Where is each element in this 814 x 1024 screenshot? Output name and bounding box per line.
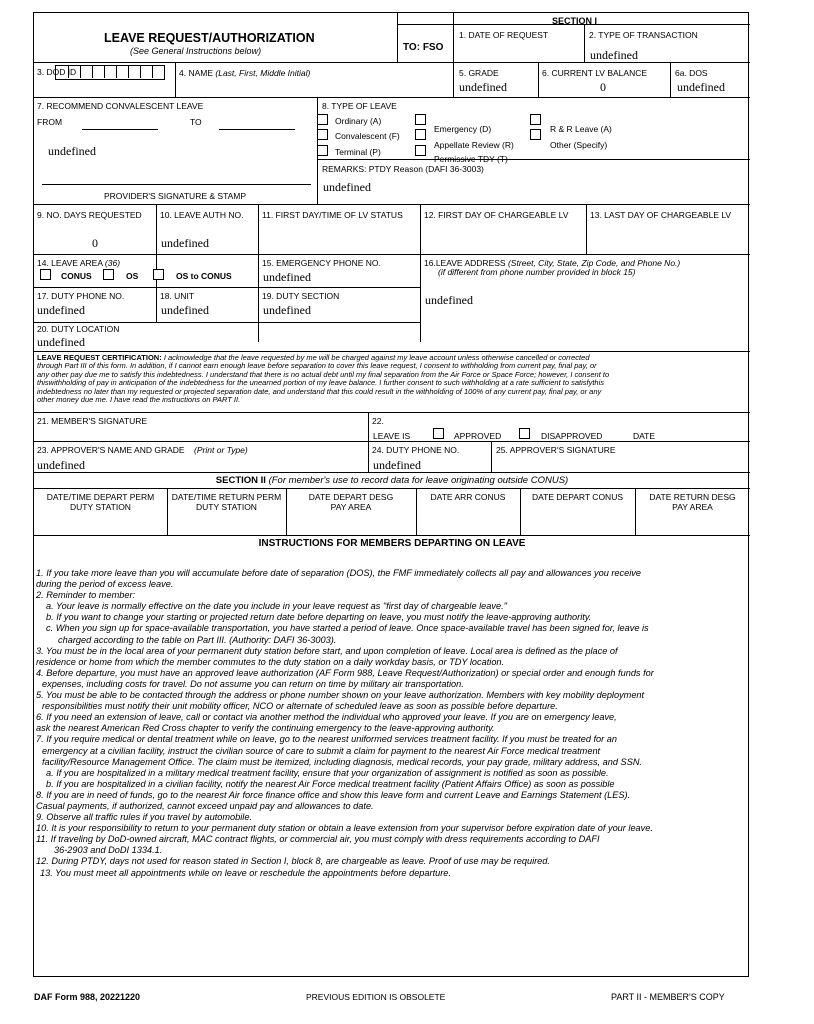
instruction-line: 8. If you are in need of funds, go to the nearest Air force finance office and show this leave form and current Leave and Earnings Statement (LES). (36, 789, 631, 800)
duty-phone-value[interactable]: undefined (37, 303, 85, 317)
instruction-line: b. If you are hospitalized in a civilian facility, notify the nearest Air Force medical treatment facility (Patient Affairs Office) as soon as possible (46, 778, 615, 789)
instruction-line: a. Your leave is normally effective on the date you include in your leave request as "first day of chargeable leave." (46, 601, 507, 612)
convalescent-leave-value[interactable]: undefined (48, 144, 96, 158)
approver-signature-label: 25. APPROVER'S SIGNATURE (496, 445, 616, 455)
days-requested-label: 9. NO. DAYS REQUESTED (37, 210, 142, 220)
instruction-line: b. If you want to change your starting or projected return date before departing on leave, you must notify the leave-approving authority. (46, 612, 592, 623)
type-of-transaction-label: 2. TYPE OF TRANSACTION (589, 30, 698, 40)
convalescent-option: Convalescent (F) (335, 131, 400, 141)
instruction-line: responsibilities must notify their unit mobility officer, NCO or alternate of scheduled leave as soon as possible before departure. (42, 701, 558, 712)
duty-section-value[interactable]: undefined (263, 303, 311, 317)
approved-checkbox[interactable] (433, 428, 444, 439)
leave-is-label: LEAVE IS (373, 431, 411, 441)
section-2-col-2: DATE/TIME RETURN PERM DUTY STATION (171, 492, 282, 512)
r-and-r-option: R & R Leave (A) (550, 124, 612, 134)
approved-option: APPROVED (454, 431, 502, 441)
remarks-value[interactable]: undefined (323, 180, 371, 194)
other-option: Other (Specify) (550, 140, 608, 150)
duty-section-label: 19. DUTY SECTION (262, 291, 340, 301)
os-checkbox[interactable] (103, 269, 114, 280)
obsolete-notice: PREVIOUS EDITION IS OBSOLETE (306, 992, 446, 1002)
section-2-col-6: DATE RETURN DESG PAY AREA (649, 492, 736, 512)
os-option: OS (126, 271, 139, 281)
duty-location-label: 20. DUTY LOCATION (37, 324, 120, 334)
section-2-col-4: DATE ARR CONUS (430, 492, 506, 502)
name-label: 4. NAME (Last, First, Middle Initial) (179, 68, 311, 78)
date-of-request-label: 1. DATE OF REQUEST (459, 30, 549, 40)
instruction-line: 36-2903 and DoDI 1334.1. (54, 845, 163, 856)
convalescent-leave-label: 7. RECOMMEND CONVALESCENT LEAVE (37, 101, 204, 111)
approver-duty-phone-label: 24. DUTY PHONE NO. (372, 445, 460, 455)
approval-label: 22. (372, 416, 384, 426)
instruction-line: 12. During PTDY, days not used for reason stated in Section I, block 8, are chargeable as leave. Proof of use may be required. (36, 856, 550, 867)
instruction-line: emergency at a civilian facility, instruct the civilian source of care to submit a claim for payment to the nearest Air Force medical treatment (42, 745, 601, 756)
instruction-line: charged according to the table on Part III. (Authority: DAFI 36-3003). (58, 634, 337, 645)
instruction-line: 3. You must be in the local area of your permanent duty station before start, and upon completion of leave. Local area is defined as the place of (36, 645, 618, 656)
to-label: TO (190, 117, 202, 127)
leave-auth-no-value[interactable]: undefined (161, 236, 209, 250)
dos-value[interactable]: undefined (677, 80, 725, 94)
instruction-line: expenses, including costs for travel. Do not assume you can return on time by military air transportation. (42, 678, 464, 689)
provider-signature-label: PROVIDER'S SIGNATURE & STAMP (104, 191, 247, 201)
instruction-line: 10. It is your responsibility to return to your permanent duty station or obtain a leave extension from your supervisor before expiration date of your leave. (36, 823, 653, 834)
instruction-line: during the period of excess leave. (36, 579, 174, 590)
os-to-conus-option: OS to CONUS (176, 271, 232, 281)
duty-location-value[interactable]: undefined (37, 335, 85, 349)
grade-value[interactable]: undefined (459, 80, 507, 94)
terminal-option: Terminal (P) (335, 147, 381, 157)
instructions-list (34, 568, 750, 879)
instruction-line: ask the nearest American Red Cross chapter to verify the continuing emergency to the leave-approving authority. (36, 723, 495, 734)
disapproved-checkbox[interactable] (519, 428, 530, 439)
form-title: LEAVE REQUEST/AUTHORIZATION (104, 31, 315, 45)
form-subtitle: (See General Instructions below) (130, 46, 262, 56)
current-lv-balance-label: 6. CURRENT LV BALANCE (542, 68, 648, 78)
instruction-line: facility/Resource Management Office. The claim must be itemized, including diagnosis, medical records, your pay grade, military address, and SSN. (42, 756, 643, 767)
instruction-line: 6. If you need an extension of leave, call or contact via another method the individual who approved your leave. If you are on emergency leave, (36, 712, 617, 723)
leave-area-label: 14. LEAVE AREA (36) (37, 258, 121, 268)
instructions-title: INSTRUCTIONS FOR MEMBERS DEPARTING ON LEAVE (258, 538, 526, 549)
member-signature-label: 21. MEMBER'S SIGNATURE (37, 416, 148, 426)
instruction-line: 9. Observe all traffic rules if you travel by automobile. (36, 812, 253, 823)
instruction-line: 4. Before departure, you must have an approved leave authorization (AF Form 988, Leave Request/Authorization) or special order and enough funds for (36, 667, 654, 678)
grade-label: 5. GRADE (459, 68, 499, 78)
instruction-line: 5. You must be able to be contacted through the address or phone number shown on your leave authorization. Members with key mobility deployment (36, 690, 645, 701)
convalescent-checkbox[interactable] (317, 129, 328, 140)
section-2-col-3: DATE DEPART DESG PAY AREA (308, 492, 394, 512)
unit-label: 18. UNIT (160, 291, 195, 301)
os-to-conus-checkbox[interactable] (153, 269, 164, 280)
appellate-review-checkbox[interactable] (415, 129, 426, 140)
duty-phone-label: 17. DUTY PHONE NO. (37, 291, 125, 301)
leave-address-label: 16.LEAVE ADDRESS (Street, City, State, Zip Code, and Phone No.) (424, 258, 681, 268)
emergency-option: Emergency (D) (434, 124, 492, 134)
to-fso-label: TO: FSO (403, 42, 444, 53)
current-lv-balance-value[interactable]: 0 (600, 80, 606, 94)
r-and-r-checkbox[interactable] (530, 114, 541, 125)
unit-value[interactable]: undefined (161, 303, 209, 317)
ordinary-option: Ordinary (A) (335, 116, 382, 126)
from-label: FROM (37, 117, 63, 127)
approver-name-label: 23. APPROVER'S NAME AND GRADE (Print or Type) (37, 445, 248, 455)
section-2-col-1: DATE/TIME DEPART PERM DUTY STATION (46, 492, 155, 512)
ordinary-checkbox[interactable] (317, 114, 328, 125)
days-requested-value[interactable]: 0 (92, 236, 98, 250)
remarks-label: REMARKS: PTDY Reason (DAFI 36-3003) (322, 164, 484, 174)
instruction-line: c. When you sign up for space-available transportation, you have started a period of leave. Once space-available travel has been signed for, leave is (46, 623, 649, 634)
instruction-line: Casual payments, if authorized, cannot exceed unpaid pay and allowances to date. (36, 800, 374, 811)
emergency-checkbox[interactable] (415, 114, 426, 125)
section-1-title: SECTION I (552, 16, 598, 26)
leave-request-form (33, 12, 749, 977)
dod-id-boxes[interactable] (55, 65, 165, 80)
conus-checkbox[interactable] (40, 269, 51, 280)
terminal-checkbox[interactable] (317, 145, 328, 156)
form-number: DAF Form 988, 20221220 (34, 992, 141, 1002)
instruction-line: 2. Reminder to member: (36, 590, 136, 601)
leave-auth-no-label: 10. LEAVE AUTH NO. (160, 210, 244, 220)
permissive-tdy-option: Permissive TDY (T) (434, 154, 508, 164)
first-day-lv-status-label: 11. FIRST DAY/TIME OF LV STATUS (262, 210, 403, 220)
instruction-line: 1. If you take more leave than you will accumulate before date of separation (DOS), the FMF immediately collects all pay and allowances you receive (36, 568, 641, 578)
instruction-line: 11. If traveling by DoD-owned aircraft, MAC contract flights, or commercial air, you must comply with dress requirements according to DAFI (36, 834, 600, 845)
emergency-phone-value[interactable]: undefined (263, 270, 311, 284)
appellate-review-option: Appellate Review (R) (434, 140, 514, 150)
dod-id-label: 3. DOD ID (37, 67, 77, 77)
section-2-header: SECTION II (For member's use to record data for leave originating outside CONUS) (215, 475, 569, 486)
certification-heading: LEAVE REQUEST CERTIFICATION: (37, 353, 162, 362)
type-of-transaction-value[interactable]: undefined (590, 48, 638, 62)
copy-designation: PART II - MEMBER'S COPY (611, 992, 725, 1002)
approver-duty-phone-value[interactable]: undefined (373, 458, 421, 472)
instruction-line: 7. If you require medical or dental treatment while on leave, go to the nearest uniformed services treatment facility. If you must be treated for an (36, 734, 617, 745)
first-day-chargeable-label: 12. FIRST DAY OF CHARGEABLE LV (424, 210, 569, 220)
dos-label: 6a. DOS (675, 68, 708, 78)
instruction-line: residence or home from which the member commutes to the duty station on a daily workday basis, or TDY location. (36, 656, 505, 667)
instruction-line: 13. You must meet all appointments while on leave or reschedule the appointments before departure. (40, 867, 451, 878)
conus-option: CONUS (61, 271, 92, 281)
instruction-line: a. If you are hospitalized in a military medical treatment facility, ensure that your organization of assignment is notified as soon as possible. (46, 767, 609, 778)
leave-address-value[interactable]: undefined (425, 293, 473, 307)
approval-date-label: DATE (633, 431, 656, 441)
approver-name-value[interactable]: undefined (37, 458, 85, 472)
other-checkbox[interactable] (530, 129, 541, 140)
certification-text: LEAVE REQUEST CERTIFICATION: I acknowledge that the leave requested by me will be charged against my leave account unless otherwise cancelled or corrected through Part III of this form. In addition, if I cannot earn enough leave before separation to cover this leave request, I consent to withholding from current pay, final pay, or any other pay due me to satisfy this indebtedness. I understand that there is no actual debt until my final separation from the Air Force or Space Force; however, I consent to thiswithholding of pay in anticipation of the indebtedness for the unearned portion of my leave balance. I further consent to such withholding at a rate sufficient to satisfythis indebtedness no later than my requested or projected separation date, and understand that this could result in the withholding of 100% of any current pay, final pay, or any other money due me. I have read the instructions on PART II. (37, 353, 610, 405)
section-2-col-5: DATE DEPART CONUS (532, 492, 623, 502)
emergency-phone-label: 15. EMERGENCY PHONE NO. (262, 258, 381, 268)
type-of-leave-label: 8. TYPE OF LEAVE (322, 101, 397, 111)
last-day-chargeable-label: 13. LAST DAY OF CHARGEABLE LV (590, 210, 732, 220)
leave-address-hint: (if different from phone number provided in block 15) (438, 267, 636, 277)
permissive-tdy-checkbox[interactable] (415, 145, 426, 156)
disapproved-option: DISAPPROVED (541, 431, 603, 441)
